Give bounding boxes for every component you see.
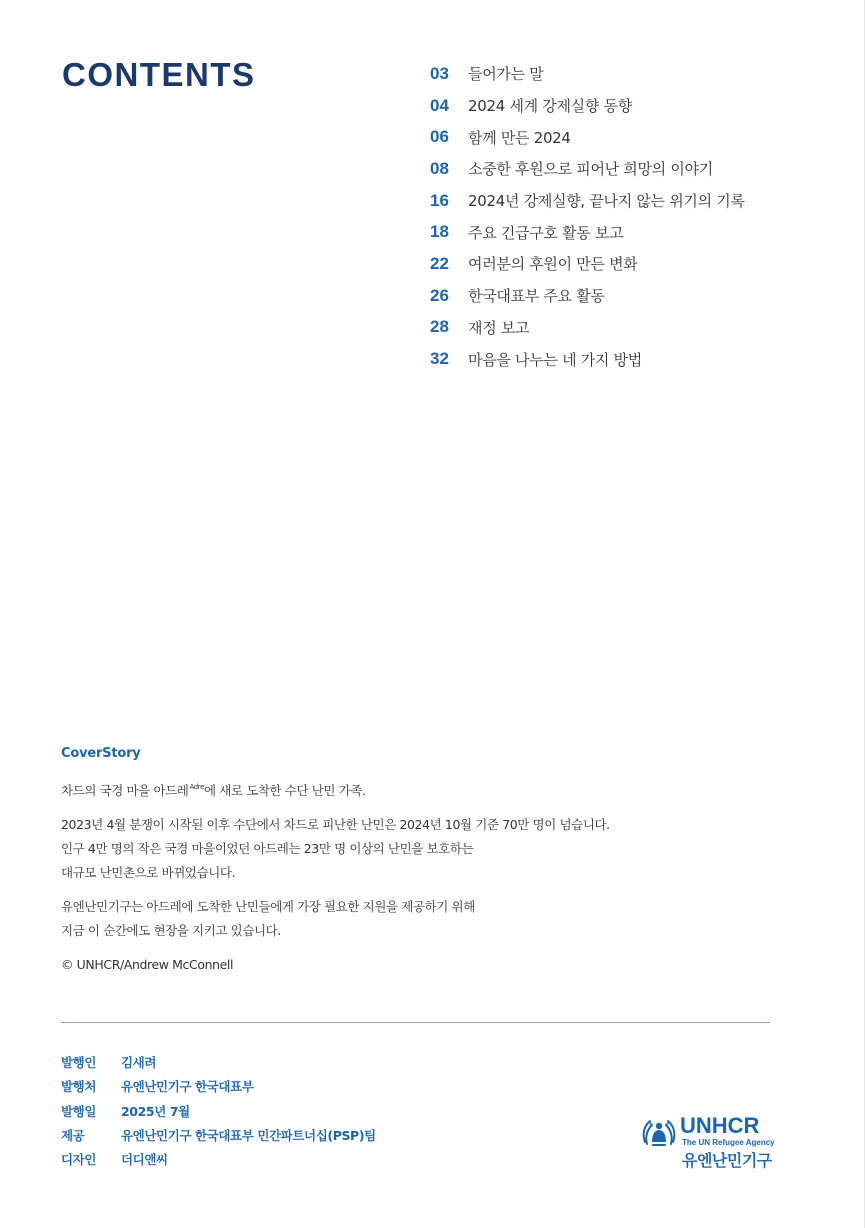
toc-page-number: 32 (430, 349, 449, 369)
toc-item[interactable] (430, 90, 745, 122)
divider (61, 1022, 770, 1023)
cover-paragraph-line: 대규모 난민촌으로 바뀌었습니다. (61, 865, 236, 880)
logo-tagline: The UN Refugee Agency (682, 1138, 775, 1147)
toc-page-number: 26 (430, 285, 449, 305)
toc-page-number: 22 (430, 253, 449, 273)
colophon-row (61, 1099, 376, 1123)
toc-item-title: 함께 만든 2024 (468, 128, 571, 147)
toc-page-number: 04 (430, 95, 449, 115)
toc-item[interactable] (430, 58, 745, 90)
colophon-value: 2025년 7월 (121, 1103, 190, 1119)
toc-page-number: 03 (430, 63, 449, 83)
cover-story (61, 746, 681, 987)
toc-item-title: 여러분의 후원이 만든 변화 (468, 255, 638, 274)
colophon-row (61, 1074, 376, 1098)
colophon-value: 김새려 (121, 1055, 157, 1071)
cover-paragraph-line: 유엔난민기구는 아드레에 도착한 난민들에게 가장 필요한 지원을 제공하기 위해 (61, 899, 475, 914)
place-name-note: Adre (189, 783, 205, 791)
toc-page-number: 06 (430, 127, 449, 147)
toc-page-number: 28 (430, 317, 449, 337)
toc-item-title: 2024 세계 강제실향 동향 (468, 97, 632, 116)
colophon-row (61, 1123, 376, 1147)
toc-item[interactable] (430, 153, 745, 185)
logo-korean-name: 유엔난민기구 (682, 1151, 772, 1170)
toc-item[interactable] (430, 343, 745, 375)
toc-item[interactable] (430, 248, 745, 280)
toc-item[interactable] (430, 185, 745, 217)
toc-item[interactable] (430, 121, 745, 153)
colophon-key: 발행인 (61, 1055, 97, 1071)
colophon-value: 더디앤씨 (121, 1152, 168, 1168)
cover-paragraph-line: 지금 이 순간에도 현장을 지키고 있습니다. (61, 923, 281, 938)
toc-item-title: 한국대표부 주요 활동 (468, 287, 605, 306)
toc-item-title: 마음을 나누는 네 가지 방법 (468, 350, 642, 369)
toc-item-title: 소중한 후원으로 피어난 희망의 이야기 (468, 160, 713, 179)
toc-item-title: 들어가는 말 (468, 65, 544, 84)
colophon-row (61, 1147, 376, 1171)
colophon-row (61, 1050, 376, 1074)
colophon-key: 발행일 (61, 1103, 97, 1119)
colophon-value: 유엔난민기구 한국대표부 (121, 1079, 254, 1095)
toc-page-number: 08 (430, 158, 449, 178)
photo-credit: © UNHCR/Andrew McConnell (61, 957, 234, 972)
toc-item-title: 재정 보고 (468, 318, 530, 337)
cover-paragraph-line: 2023년 4월 분쟁이 시작된 이후 수단에서 차드로 피난한 난민은 2024년 10월 기준 70만 명이 넘습니다. (61, 817, 610, 832)
unhcr-emblem-icon (640, 1116, 678, 1148)
toc-item-title: 2024년 강제실향, 끝나지 않는 위기의 기록 (468, 192, 745, 211)
toc-list (430, 58, 745, 375)
unhcr-logo (640, 1113, 775, 1170)
cover-caption (61, 775, 681, 803)
cover-paragraph (61, 813, 681, 885)
colophon-value: 유엔난민기구 한국대표부 민간파트너십(PSP)팀 (121, 1128, 376, 1144)
cover-story-label: CoverStory (61, 746, 141, 761)
contents-title: CONTENTS (62, 56, 256, 93)
toc-item-title: 주요 긴급구호 활동 보고 (468, 223, 624, 242)
toc-page-number: 16 (430, 190, 449, 210)
colophon-key: 발행처 (61, 1079, 97, 1095)
cover-caption-text: 차드의 국경 마을 아드레 (61, 783, 189, 798)
toc-item[interactable] (430, 312, 745, 344)
toc-page-number: 18 (430, 222, 449, 242)
cover-caption-text: 에 새로 도착한 수단 난민 가족. (204, 783, 366, 798)
logo-wordmark: UNHCR (680, 1113, 760, 1138)
toc-item[interactable] (430, 280, 745, 312)
colophon-key: 디자인 (61, 1152, 97, 1168)
colophon (61, 1050, 376, 1171)
toc-item[interactable] (430, 216, 745, 248)
cover-paragraph (61, 895, 681, 943)
colophon-key: 제공 (61, 1128, 85, 1144)
cover-paragraph-line: 인구 4만 명의 작은 국경 마을이었던 아드레는 23만 명 이상의 난민을 보호하는 (61, 841, 474, 856)
